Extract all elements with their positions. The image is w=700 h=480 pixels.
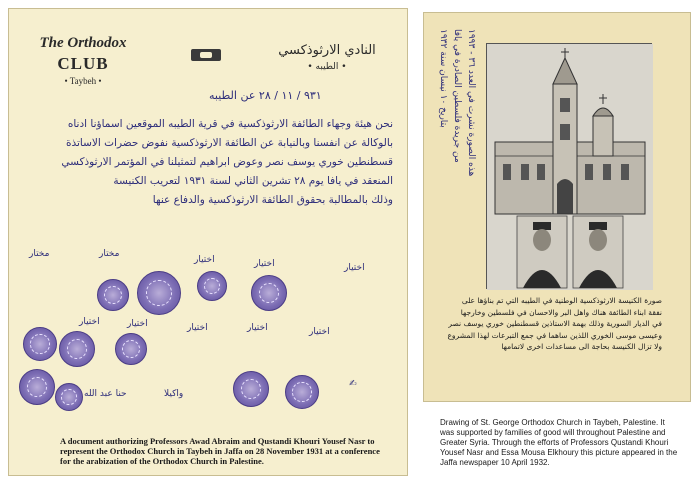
church-drawing bbox=[486, 43, 652, 289]
seal-stamp-icon bbox=[137, 271, 181, 315]
signature: حنا عبد الله bbox=[84, 389, 127, 399]
article-line: وعيسى موسى الخوري اللذين ساهما في جمع التبرعات لهذا المشروع bbox=[447, 330, 662, 340]
seal-stamp-icon bbox=[233, 371, 269, 407]
left-caption: A document authorizing Professors Awad Abraim and Qustandi Khouri Yousef Nasr to represent the Orthodox Church in Taybeh in Jaffa on 28 November 1931 at a conference for the arabization of the Orthodox Church in Palestine. bbox=[60, 436, 380, 466]
signature: اختيار bbox=[254, 259, 275, 269]
side-note-line: بتاريخ ١٠ نيسان سنة ١٩٣٢ bbox=[438, 29, 448, 128]
signature: ✍ bbox=[349, 379, 357, 389]
signature: واكيلا bbox=[164, 389, 184, 399]
article-line: صورة الكنيسة الارثوذكسية الوطنية في الطيبه التي تم بناؤها على bbox=[461, 296, 662, 305]
article-line: في الديار السورية وذلك بهمة الاستاذين قسطنطين خوري يوسف نصر bbox=[448, 319, 662, 328]
letter-body bbox=[23, 115, 393, 210]
church-drawing-icon bbox=[487, 44, 653, 290]
letter-line: بالوكالة عن انفسنا وبالنيابة عن الطائفة الارثوذكسية نفوض حضرات الاساتذة bbox=[65, 137, 393, 149]
seal-stamp-icon bbox=[23, 327, 57, 361]
club-letterhead-english bbox=[23, 35, 143, 86]
seal-stamp-icon bbox=[55, 383, 83, 411]
newspaper-clipping bbox=[423, 12, 691, 402]
article-line: ولا تزال الكنيسة بحاجة الى مساعدات اخرى لاتمامها bbox=[501, 342, 662, 351]
club-letterhead-arabic bbox=[267, 43, 387, 72]
side-note-line: من جريدة فلسطين الصادرة في يافا bbox=[452, 29, 462, 163]
article-line: نفقة ابناء الطائفة هناك واهل البر والاحسان في فلسطين وخارجها bbox=[460, 307, 662, 317]
authorization-document bbox=[8, 8, 408, 476]
letter-line: وذلك بالمطالبة بحقوق الطائفة الارثوذكسية والدفاع عنها bbox=[152, 194, 393, 206]
letter-line: نحن هيئة وجهاء الطائفة الارثوذكسية في قرية الطيبه الموقعين اسماؤنا ادناه bbox=[67, 118, 393, 130]
letter-line: المنعقد في يافا يوم ٢٨ تشرين الثاني لسنة ١٩٣١ لتعريب الكنيسة bbox=[113, 175, 393, 187]
signature: مختار bbox=[99, 249, 120, 259]
signature: اختيار bbox=[127, 319, 148, 329]
side-note-line: هذه الصورة نشرت في العدد ٣٦ - ١٩٩٣ bbox=[466, 29, 476, 177]
club-name-line2: CLUB bbox=[57, 54, 109, 73]
seal-stamp-icon bbox=[59, 331, 95, 367]
club-place: • Taybeh • bbox=[64, 76, 102, 86]
club-name-line1: The Orthodox bbox=[39, 35, 127, 51]
signature: اختيار bbox=[309, 327, 330, 337]
signature: اختيار bbox=[187, 323, 208, 333]
letter-line: قسطنطين خوري يوسف نصر وعوض ابراهيم لتمثيلنا في المؤتمر الارثوذكسي bbox=[61, 156, 393, 168]
club-place-arabic: • الطيبه • bbox=[307, 62, 347, 72]
signature: اختيار bbox=[79, 317, 100, 327]
newspaper-article-text bbox=[447, 295, 662, 353]
seal-stamp-icon bbox=[285, 375, 319, 409]
seal-stamp-icon bbox=[197, 271, 227, 301]
signature: اختيار bbox=[247, 323, 268, 333]
right-caption: Drawing of St. George Orthodox Church in Taybeh, Palestine. It was supported by families of good will throughout Palestine and Greater Syria. Through the efforts of Professors Qustandi Khouri Yousef Nasr and Essa Mousa Elkhoury this picture appeared in the Jaffa newspaper 10 April 1932. bbox=[440, 418, 678, 467]
signature: اختيار bbox=[344, 263, 365, 273]
signature: مختار bbox=[29, 249, 50, 259]
seal-stamp-icon bbox=[251, 275, 287, 311]
seal-stamp-icon bbox=[97, 279, 129, 311]
club-name-arabic: النادي الارثوذكسي bbox=[278, 43, 376, 58]
seal-stamp-icon bbox=[19, 369, 55, 405]
signature: اختيار bbox=[194, 255, 215, 265]
letter-date: ٩٣١ / ١١ / ٢٨ عن الطيبه bbox=[209, 89, 322, 102]
seal-stamp-icon bbox=[115, 333, 147, 365]
letterhead-emblem-icon bbox=[191, 49, 221, 61]
